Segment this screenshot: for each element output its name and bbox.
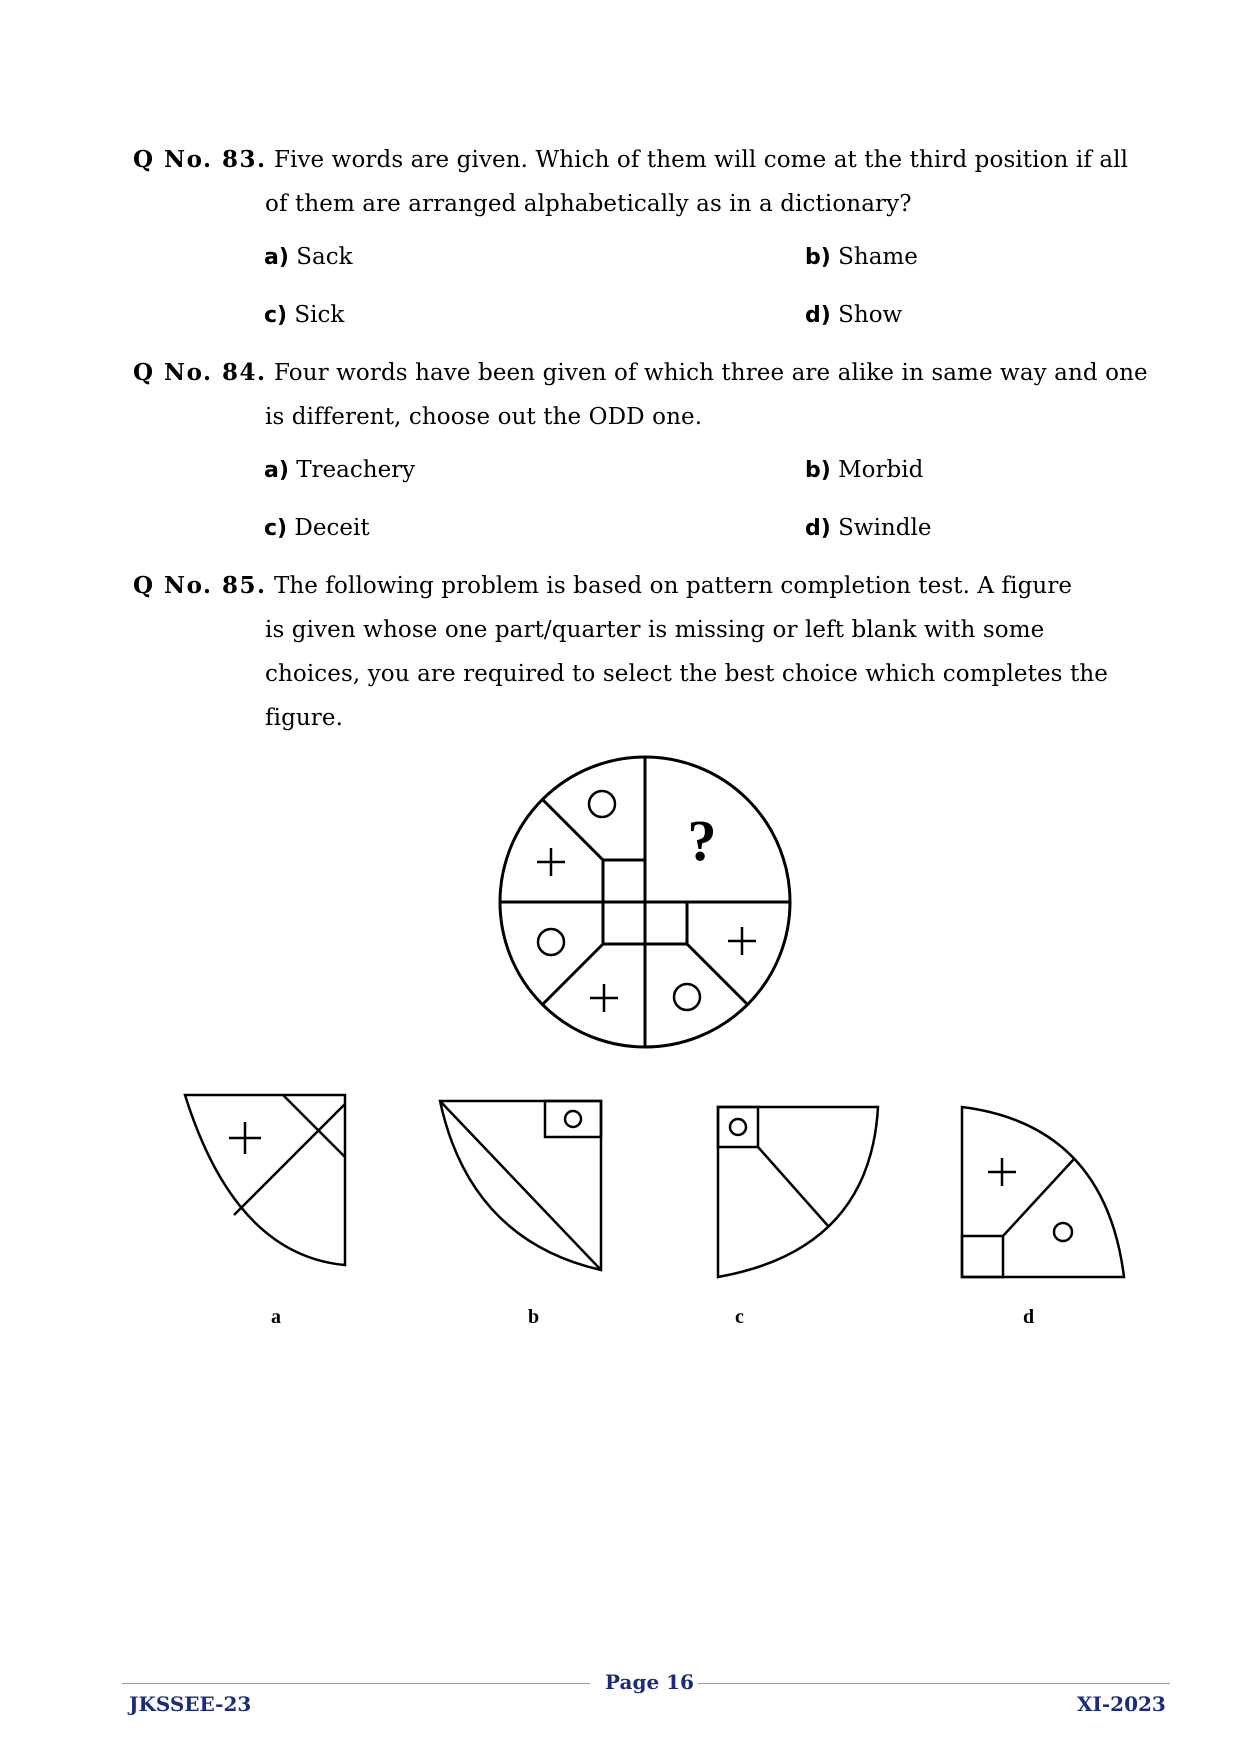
center-square-lower-right	[645, 902, 687, 944]
footer-rule-right	[698, 1683, 1170, 1684]
circle-symbol-lr	[674, 984, 700, 1010]
question-84-line2: is different, choose out the ODD one.	[265, 404, 703, 430]
choice-label-a[interactable]: a	[271, 1306, 281, 1328]
question-mark: ?	[687, 808, 717, 873]
q84-option-a[interactable]: a) Treachery	[264, 457, 416, 483]
radial-line-lower-right	[687, 944, 748, 1005]
question-85-line4: figure.	[265, 705, 344, 731]
question-83-number: Q No. 83.	[133, 146, 267, 173]
q83-option-a[interactable]: a) Sack	[264, 244, 353, 270]
footer-left-code: JKSSEE-23	[129, 1692, 252, 1716]
plus-symbol-lb	[590, 984, 618, 1012]
choice-label-c[interactable]: c	[735, 1306, 744, 1328]
choice-label-b[interactable]: b	[528, 1306, 540, 1328]
circle-symbol-ul	[589, 791, 615, 817]
q83-option-b[interactable]: b) Shame	[805, 244, 918, 270]
question-85-line1: Q No. 85. The following problem is based on pattern completion test. A figure	[133, 572, 1073, 599]
plus-symbol-lr	[728, 927, 756, 955]
q84-option-b[interactable]: b) Morbid	[805, 457, 924, 483]
choice-figure-d	[962, 1107, 1124, 1277]
question-85-number: Q No. 85.	[133, 572, 267, 599]
question-83-line1: Q No. 83. Five words are given. Which of them will come at the third position if all	[133, 146, 1129, 173]
choice-figure-a	[185, 1095, 345, 1265]
center-square-lower-left	[603, 902, 645, 944]
question-84-line1: Q No. 84. Four words have been given of which three are alike in same way and one	[133, 359, 1148, 386]
q84-option-d[interactable]: d) Swindle	[805, 515, 932, 541]
center-square-upper-left	[603, 860, 645, 902]
question-85-line2: is given whose one part/quarter is missing or left blank with some	[265, 617, 1045, 643]
circle-symbol-ll	[538, 929, 564, 955]
footer-page-number: Page 16	[605, 1670, 694, 1694]
q83-option-d[interactable]: d) Show	[805, 302, 903, 328]
footer-rule-left	[122, 1683, 590, 1684]
plus-symbol-ul	[537, 848, 565, 876]
question-85-line3: choices, you are required to select the best choice which completes the	[265, 661, 1108, 687]
q83-option-c[interactable]: c) Sick	[264, 302, 345, 328]
choice-figure-c	[718, 1107, 878, 1277]
choice-figure-b	[440, 1101, 601, 1270]
radial-line-lower-left	[542, 944, 603, 1005]
choice-label-d[interactable]: d	[1023, 1306, 1035, 1328]
question-83-line2: of them are arranged alphabetically as in a dictionary?	[265, 191, 912, 217]
question-84-number: Q No. 84.	[133, 359, 267, 386]
q84-option-c[interactable]: c) Deceit	[264, 515, 370, 541]
footer-right-code: XI-2023	[1077, 1692, 1166, 1716]
